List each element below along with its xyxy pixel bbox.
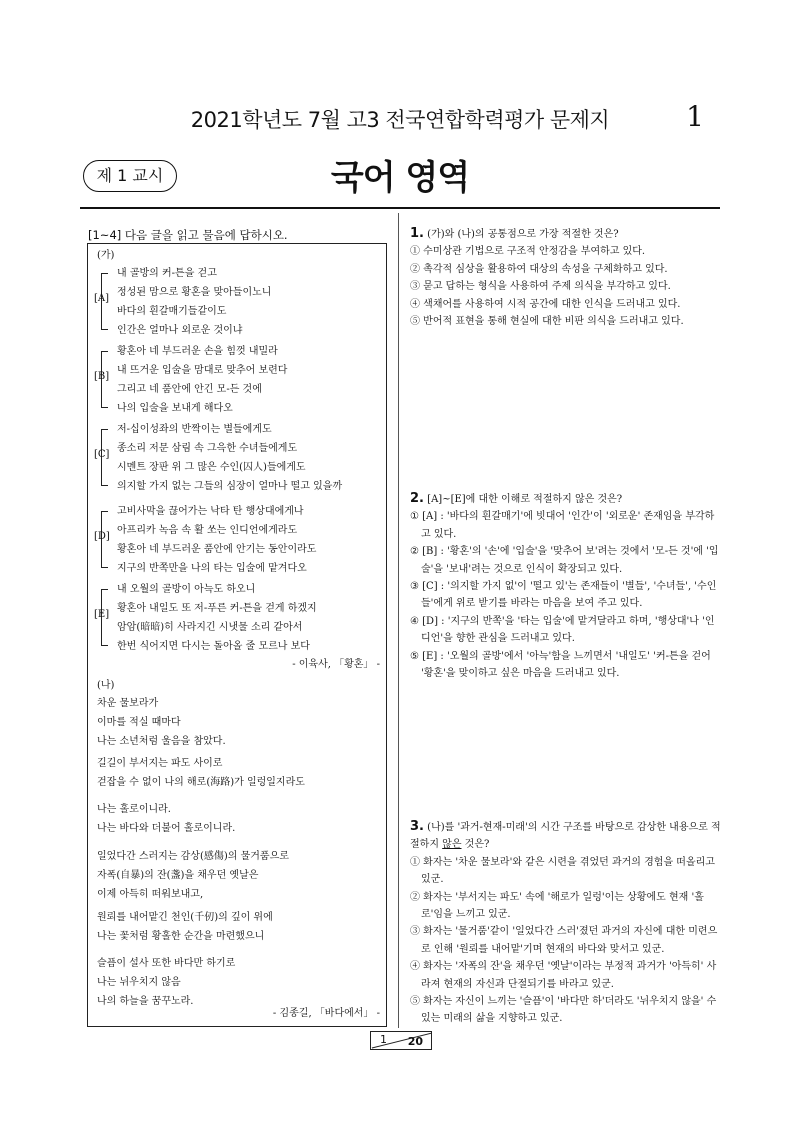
poem-line: 이마를 적실 때마다 bbox=[97, 717, 181, 728]
question-stem: (나)를 '과거-현재-미래'의 시간 구조를 바탕으로 감상한 내용으로 적절하지 bbox=[410, 822, 721, 851]
question-stem: [A]~[E]에 대한 이해로 적절하지 않은 것은? bbox=[427, 494, 623, 505]
option: ② 화자는 '부서지는 파도' 속에 '해로가 일렁'이는 상황에도 현재 '홀로'임을 느끼고 있군. bbox=[410, 891, 704, 921]
poem-line: 나의 입술을 보내게 해다오 bbox=[117, 403, 233, 414]
option: ① 수미상관 기법으로 구조적 안정감을 부여하고 있다. bbox=[410, 246, 646, 258]
poem-line: 황혼아 네 부드러운 손을 힘껏 내밀라 bbox=[117, 346, 278, 357]
option: ① [A] : '바다의 흰갈매기'에 빗대어 '인간'이 '외로운' 존재임을 부각하고 있다. bbox=[410, 511, 715, 540]
total-pages: 20 bbox=[407, 1035, 423, 1048]
source-na: - 김종길, 「바다에서」 - bbox=[272, 1008, 380, 1019]
poem-line: 내 뜨거운 입술을 맘대로 맞추어 보련다 bbox=[117, 365, 288, 376]
poem-line: 바다의 흰갈매기들같이도 bbox=[117, 306, 227, 317]
poem-line: 황혼아 내일도 또 저-푸른 커-튼을 걷게 하겠지 bbox=[117, 603, 317, 614]
poem-line: 원뢰를 내어맡긴 천인(千仞)의 깊이 위에 bbox=[97, 912, 273, 923]
poem-line: 슬픔이 설사 또한 바다만 하기로 bbox=[97, 958, 236, 969]
poem-line: 이제 아득히 떠워보내고, bbox=[97, 889, 204, 900]
poem-line: 정성된 맘으로 황혼을 맞아들이노니 bbox=[117, 287, 272, 298]
poem-line: 암암(暗暗)히 사라지긴 시냇물 소리 같아서 bbox=[117, 622, 303, 633]
poem-line: 인간은 얼마나 외로운 것이냐 bbox=[117, 325, 243, 336]
passage-ga-label: (가) bbox=[97, 250, 115, 261]
option: ⑤ [E] : '오월의 골방'에서 '아늑'함을 느끼면서 '내일도' '커-튼을 걷어 '황혼'을 맞이하고 싶은 마음을 드러내고 있다. bbox=[410, 650, 711, 680]
question-number: 3. bbox=[410, 819, 424, 834]
poem-line: 자폭(自暴)의 잔(盞)을 채우던 옛날은 bbox=[97, 870, 259, 881]
column-separator bbox=[398, 213, 399, 1028]
option: ③ [C] : '의지할 가지 없'이 '떨고 있'는 존재들이 '별들', '수녀들', '수인들'에게 위로 받기를 바라는 마음을 보여 주고 있다. bbox=[410, 581, 717, 610]
poem-line: 황혼아 네 부드러운 품안에 안기는 동안이라도 bbox=[117, 544, 317, 555]
passage-na-label: (나) bbox=[97, 680, 115, 691]
poem-line: 의지할 가지 없는 그들의 심장이 얼마나 떨고 있을까 bbox=[117, 481, 343, 492]
poem-line: 그리고 네 품안에 안긴 모-든 것에 bbox=[117, 384, 262, 395]
question-number: 2. bbox=[410, 491, 424, 506]
option: ⑤ 화자는 자신이 느끼는 '슬픔'이 '바다만 하'더라도 '뉘우치지 않을' 수 있는 미래의 삶을 지향하고 있군. bbox=[410, 996, 717, 1025]
instruction: [1~4] 다음 글을 읽고 물음에 답하시오. bbox=[88, 228, 288, 242]
poem-line: 시멘트 장판 위 그 많은 수인(囚人)들에게도 bbox=[117, 462, 306, 473]
poem-line: 길길이 부서지는 파도 사이로 bbox=[97, 758, 223, 769]
question-1 bbox=[410, 225, 722, 330]
poem-line: 일었다간 스러지는 감상(感傷)의 물거품으로 bbox=[97, 851, 289, 862]
period-badge: 제 1 교시 bbox=[83, 160, 177, 192]
poem-line: 나는 바다와 더불어 홀로이니라. bbox=[97, 823, 236, 834]
poem-line: 저-십이성좌의 반짝이는 별들에게도 bbox=[117, 424, 272, 435]
underlined-word: 않은 bbox=[442, 839, 462, 851]
mark-b: [B] bbox=[94, 371, 110, 382]
poem-line: 나는 뉘우치지 않음 bbox=[97, 977, 181, 988]
mark-c: [C] bbox=[94, 449, 110, 460]
mark-e: [E] bbox=[94, 609, 110, 620]
option: ④ 화자는 '자폭의 잔'을 채우던 '옛날'이라는 부정적 과거가 '아득히' 사라져 현재의 자신과 단절되기를 바라고 있군. bbox=[410, 961, 717, 990]
option: ② [B] : '황혼'의 '손'에 '입술'을 '맞추어 보'려는 것에서 '모-든 것'에 '입술'을 '보내'려는 것으로 인식이 확장되고 있다. bbox=[410, 546, 719, 575]
question-stem-end: 것은? bbox=[461, 839, 490, 851]
poem-line: 내 골방의 커-튼을 걷고 bbox=[117, 268, 217, 279]
page-number: 1 bbox=[686, 100, 704, 133]
poem-line: 걷잡을 수 없이 나의 해로(海路)가 일렁일지라도 bbox=[97, 777, 305, 788]
poem-line: 나의 하늘을 꿈꾸노라. bbox=[97, 996, 194, 1007]
mark-a: [A] bbox=[94, 293, 110, 304]
option: ④ 색채어를 사용하여 시적 공간에 대한 인식을 드러내고 있다. bbox=[410, 298, 681, 310]
mark-d: [D] bbox=[94, 531, 110, 542]
option: ④ [D] : '지구의 반쪽'을 '타는 입술'에 맡겨달라고 하며, '행상대'나 '인디언'을 향한 관심을 드러내고 있다. bbox=[410, 615, 715, 645]
option: ① 화자는 '차운 물보라'와 같은 시련을 겪었던 과거의 경험을 떠올리고 있군. bbox=[410, 856, 715, 886]
poem-line: 나는 꽃처럼 황홀한 순간을 마련했으니 bbox=[97, 931, 265, 942]
poem-line: 내 오월의 골방이 아늑도 하오니 bbox=[117, 584, 256, 595]
question-stem: (가)와 (나)의 공통점으로 가장 적절한 것은? bbox=[427, 229, 619, 240]
option: ③ 화자는 '물거품'같이 '일었다간 스러'졌던 과거의 자신에 대한 미련으로 인해 '원뢰를 내어맡'기며 현재의 바다와 맞서고 있군. bbox=[410, 926, 718, 955]
question-2 bbox=[410, 490, 722, 682]
poem-line: 한번 식어지면 다시는 돌아올 줄 모르나 보다 bbox=[117, 641, 310, 652]
question-3 bbox=[410, 818, 722, 1028]
source-ga: - 이육사, 「황혼」 - bbox=[292, 659, 380, 670]
question-number: 1. bbox=[410, 226, 424, 241]
option: ② 촉각적 심상을 활용하여 대상의 속성을 구체화하고 있다. bbox=[410, 263, 668, 275]
current-page: 1 bbox=[380, 1033, 387, 1046]
subject-title: 국어 영역 bbox=[330, 158, 470, 198]
poem-line: 차운 물보라가 bbox=[97, 698, 159, 709]
exam-title: 2021학년도 7월 고3 전국연합학력평가 문제지 bbox=[190, 108, 610, 132]
poem-line: 고비사막을 끊어가는 낙타 탄 행상대에게나 bbox=[117, 506, 304, 517]
poem-line: 종소리 저문 삼림 속 그윽한 수녀들에게도 bbox=[117, 443, 298, 454]
poem-line: 나는 홀로이니라. bbox=[97, 804, 171, 815]
poem-line: 나는 소년처럼 울음을 참았다. bbox=[97, 736, 226, 747]
poem-line: 아프리카 녹음 속 활 쏘는 인디언에게라도 bbox=[117, 525, 298, 536]
option: ③ 묻고 답하는 형식을 사용하여 주제 의식을 부각하고 있다. bbox=[410, 281, 671, 293]
option: ⑤ 반어적 표현을 통해 현실에 대한 비판 의식을 드러내고 있다. bbox=[410, 316, 684, 328]
page-indicator bbox=[370, 1031, 432, 1050]
header-rule bbox=[80, 207, 720, 209]
poem-line: 지구의 반쪽만을 나의 타는 입술에 맡겨다오 bbox=[117, 563, 307, 574]
passage-box bbox=[87, 243, 387, 1027]
